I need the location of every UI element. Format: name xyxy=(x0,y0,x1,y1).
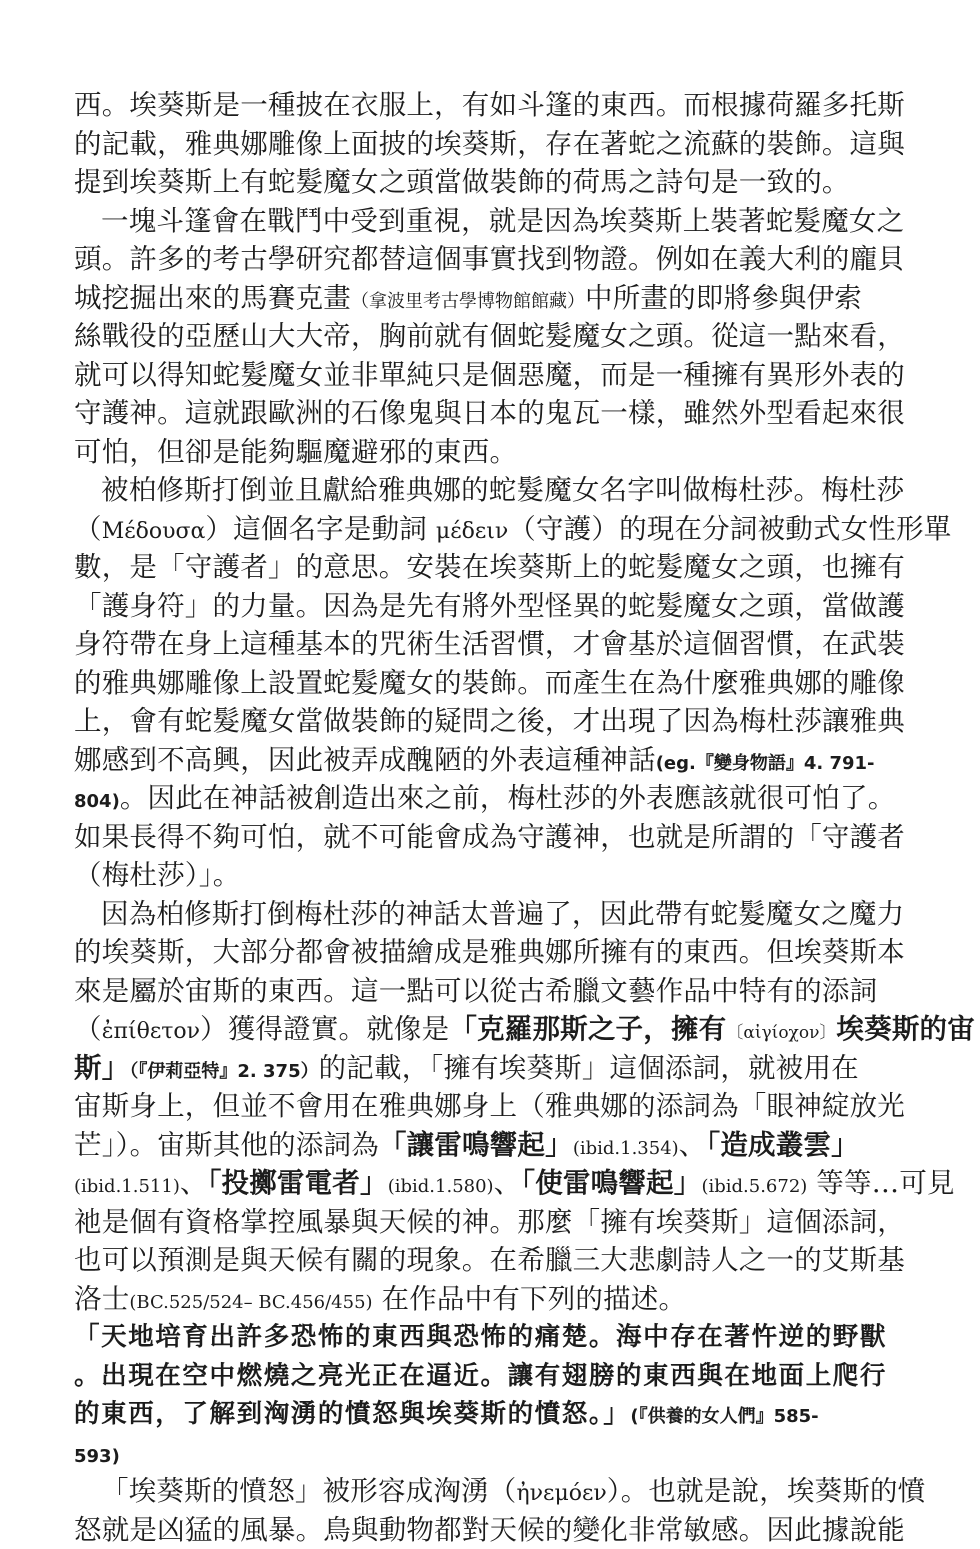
greek-word: ἠνεμόεν xyxy=(517,1481,607,1506)
text-line: 祂是個有資格掌控風暴與天候的神。那麼「擁有埃葵斯」這個添詞， xyxy=(74,1203,910,1242)
text-line: 洛士(BC.525/524– BC.456/455) 在作品中有下列的描述。 xyxy=(74,1280,910,1319)
text-line: 提到埃葵斯上有蛇髮魔女之頭當做裝飾的荷馬之詩句是一致的。 xyxy=(74,163,910,202)
text-line: （梅杜莎）」。 xyxy=(74,856,910,895)
greek-word: μέδειν xyxy=(436,519,508,544)
text-line: 的雅典娜雕像上設置蛇髮魔女的裝飾。而產生在為什麼雅典娜的雕像 xyxy=(74,664,910,703)
text-line: 來是屬於宙斯的東西。這一點可以從古希臘文藝作品中特有的添詞 xyxy=(74,972,910,1011)
text-line: 的埃葵斯，大部分都會被描繪成是雅典娜所擁有的東西。但埃葵斯本 xyxy=(74,933,910,972)
text-line: 的記載，雅典娜雕像上面披的埃葵斯，存在著蛇之流蘇的裝飾。這與 xyxy=(74,125,910,164)
museum-note: （拿波里考古學博物館館藏） xyxy=(351,291,585,312)
citation: (eg.『變身物語』4. 791- xyxy=(656,753,875,774)
citation: (ibid.5.672) xyxy=(701,1176,807,1197)
text-line: 絲戰役的亞歷山大大帝，胸前就有個蛇髮魔女之頭。從這一點來看， xyxy=(74,317,910,356)
paragraph-start: 「埃葵斯的憤怒」被形容成洶湧（ἠνεμόεν）。也就是說，埃葵斯的憤 xyxy=(74,1472,910,1511)
text-line: 就可以得知蛇髮魔女並非單純只是個惡魔，而是一種擁有異形外表的 xyxy=(74,356,910,395)
text-line: 頭。許多的考古學研究都替這個事實找到物證。例如在義大利的龐貝 xyxy=(74,240,910,279)
text-line: 西。埃葵斯是一種披在衣服上，有如斗篷的東西。而根據荷羅多托斯 xyxy=(74,86,910,125)
emphasis: 「使雷鳴響起」 xyxy=(521,1167,701,1199)
citation: (ibid.1.511) xyxy=(74,1176,180,1197)
text-line: 如果長得不夠可怕，就不可能會成為守護神，也就是所謂的「守護者 xyxy=(74,818,910,857)
quote-line: 的東西，了解到洶湧的憤怒與埃葵斯的憤怒。」(『供養的女人們』585- xyxy=(74,1395,910,1434)
text-line: 宙斯身上，但並不會用在雅典娜身上（雅典娜的添詞為「眼神綻放光 xyxy=(74,1087,910,1126)
greek-word: 〔αἰγίοχον〕 xyxy=(726,1023,836,1043)
emphasis: 「讓雷鳴響起」 xyxy=(379,1129,573,1161)
text-line: 數，是「守護者」的意思。安裝在埃葵斯上的蛇髮魔女之頭，也擁有 xyxy=(74,548,910,587)
emphasis: 「造成叢雲」 xyxy=(706,1129,858,1161)
text-line: 也可以預測是與天候有關的現象。在希臘三大悲劇詩人之一的艾斯基 xyxy=(74,1241,910,1280)
text-line: 守護神。這就跟歐洲的石像鬼與日本的鬼瓦一樣，雖然外型看起來很 xyxy=(74,394,910,433)
quote-line: 。出現在空中燃燒之亮光正在逼近。讓有翅膀的東西與在地面上爬行 xyxy=(74,1357,910,1396)
citation: 804) xyxy=(74,791,120,812)
citation: 593) xyxy=(74,1446,120,1467)
quote-line: 「天地培育出許多恐怖的東西與恐怖的痛楚。海中存在著忤逆的野獸 xyxy=(74,1318,910,1357)
text-line: 娜感到不高興，因此被弄成醜陋的外表這種神話(eg.『變身物語』4. 791- xyxy=(74,741,910,780)
text-line: （ἐπίθετον）獲得證實。就像是「克羅那斯之子，擁有〔αἰγίοχον〕埃葵斯的宙 xyxy=(74,1010,910,1049)
text-line xyxy=(74,1434,910,1473)
greek-word: ἐπίθετον xyxy=(102,1019,200,1044)
text-line: 「護身符」的力量。因為是先有將外型怪異的蛇髮魔女之頭，當做護 xyxy=(74,587,910,626)
emphasis: 埃葵斯的宙 xyxy=(836,1013,975,1045)
citation: （『伊莉亞特』2. 375） xyxy=(129,1061,318,1082)
emphasis: 斯」 xyxy=(74,1052,129,1084)
greek-word: Μέδουσα xyxy=(102,519,206,544)
text-line: （Μέδουσα）這個名字是動詞 μέδειν（守護）的現在分詞被動式女性形單 xyxy=(74,510,910,549)
citation: (『供養的女人們』585- xyxy=(630,1406,818,1427)
text-line: 可怕，但卻是能夠驅魔避邪的東西。 xyxy=(74,433,910,472)
text-line: 芒」）。宙斯其他的添詞為「讓雷鳴響起」(ibid.1.354)、「造成叢雲」 xyxy=(74,1126,910,1165)
text-line: 斯」（『伊莉亞特』2. 375）的記載，「擁有埃葵斯」這個添詞，就被用在 xyxy=(74,1049,910,1088)
text-line: 怒就是凶猛的風暴。鳥與動物都對天候的變化非常敏感。因此據說能 xyxy=(74,1511,910,1549)
paragraph-start: 一塊斗篷會在戰鬥中受到重視，就是因為埃葵斯上裝著蛇髮魔女之 xyxy=(74,202,910,241)
emphasis: 「克羅那斯之子，擁有 xyxy=(449,1013,726,1045)
citation: (ibid.1.580) xyxy=(388,1176,494,1197)
citation: (ibid.1.354) xyxy=(573,1138,679,1159)
text-line: 城挖掘出來的馬賽克畫（拿波里考古學博物館館藏）中所畫的即將參與伊索 xyxy=(74,279,910,318)
text-line: 804)。因此在神話被創造出來之前，梅杜莎的外表應該就很可怕了。 xyxy=(74,779,910,818)
paragraph-start: 被柏修斯打倒並且獻給雅典娜的蛇髮魔女名字叫做梅杜莎。梅杜莎 xyxy=(74,471,910,510)
emphasis: 「投擲雷電者」 xyxy=(208,1167,388,1199)
date-note: (BC.525/524– BC.456/455) xyxy=(129,1292,372,1313)
text-line: (ibid.1.511)、「投擲雷電者」(ibid.1.580)、「使雷鳴響起」(ibid.5.672) 等等…可見 xyxy=(74,1164,910,1203)
text-line: 身符帶在身上這種基本的咒術生活習慣，才會基於這個習慣，在武裝 xyxy=(74,625,910,664)
text-line: 上，會有蛇髮魔女當做裝飾的疑問之後，才出現了因為梅杜莎讓雅典 xyxy=(74,702,910,741)
paragraph-start: 因為柏修斯打倒梅杜莎的神話太普遍了，因此帶有蛇髮魔女之魔力 xyxy=(74,895,910,934)
